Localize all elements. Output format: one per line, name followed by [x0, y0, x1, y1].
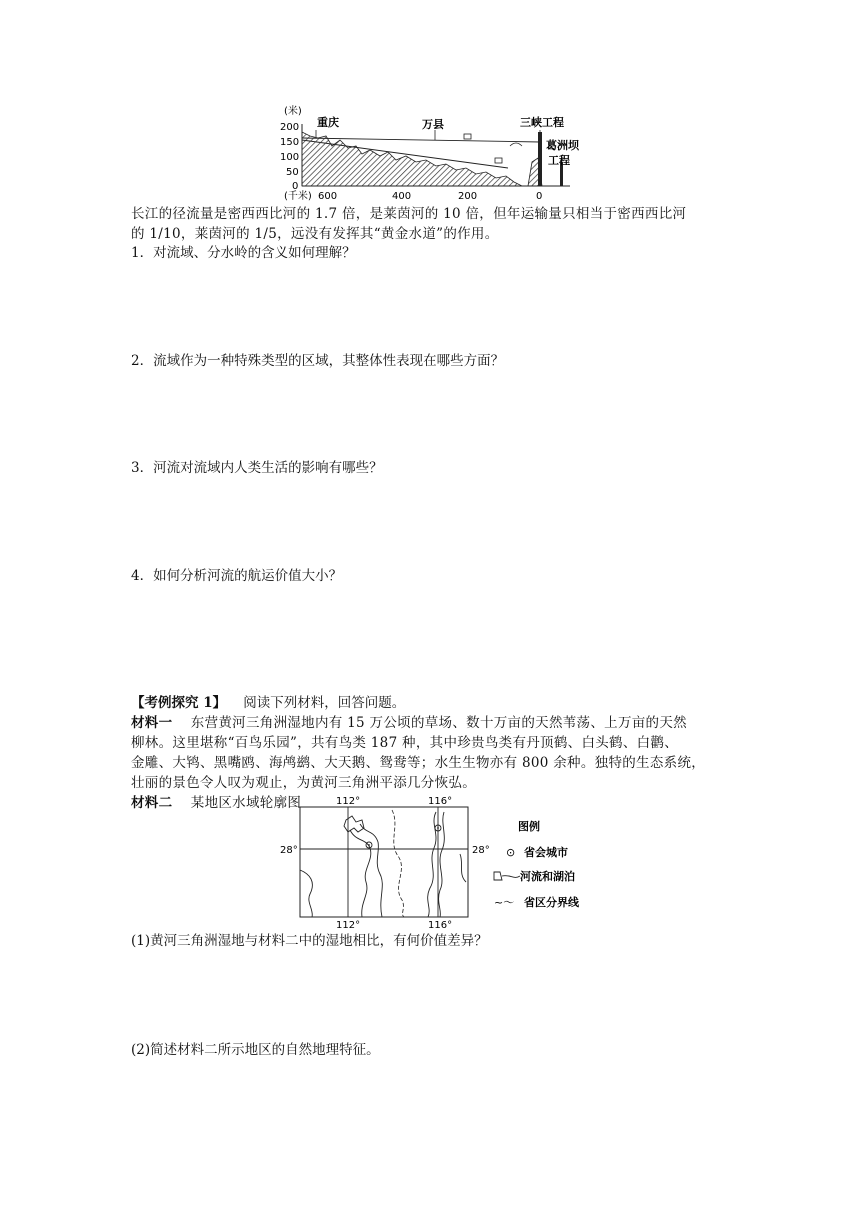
river-west	[350, 830, 371, 917]
material-1-label: 材料一	[131, 715, 173, 731]
legend-river-symbol	[494, 872, 520, 880]
legend-capital-label: 省会城市	[524, 846, 568, 859]
lat-label-left: 28°	[280, 845, 298, 856]
x-tick: 400	[392, 191, 412, 202]
label-wanxian: 万县	[422, 118, 444, 131]
legend-river-label: 河流和湖泊	[520, 870, 575, 883]
question-2: 2．流域作为一种特殊类型的区域，其整体性表现在哪些方面？	[131, 353, 505, 369]
example-instruction: 阅读下列材料，回答问题。	[243, 695, 406, 711]
sub-question-2: (2)简述材料二所示地区的自然地理特征。	[131, 1042, 380, 1058]
legend-border-label: 省区分界线	[524, 896, 579, 909]
material-1-line-2: 柳林。这里堪称“百鸟乐园”，共有鸟类 187 种，其中珍贵鸟类有丹顶鹤、白头鹤、白鹳、	[131, 735, 679, 751]
material-1-line-3: 金雕、大鸨、黑嘴鸥、海鸬鹚、大天鹅、鸳鸯等；水生生物亦有 800 余种。独特的生态系统，	[131, 755, 706, 771]
y-tick: 150	[280, 137, 300, 148]
label-sanxia: 三峡工程	[520, 116, 564, 129]
y-axis-unit: (米)	[284, 106, 302, 117]
y-tick: 50	[286, 167, 299, 178]
y-tick: 200	[280, 122, 300, 133]
legend-border-symbol: ~～	[494, 896, 515, 909]
question-4: 4．如何分析河流的航运价值大小？	[131, 568, 343, 584]
material-1-line-1	[131, 714, 687, 733]
water-outline-map	[270, 790, 600, 935]
legend-capital-symbol: ⊙	[506, 846, 516, 859]
sanxia-dam-mark	[538, 132, 542, 186]
lake-outline	[344, 816, 364, 832]
label-gezhouba: 葛洲坝	[546, 139, 579, 152]
x-tick: 0	[536, 191, 543, 202]
y-tick: 100	[280, 152, 300, 163]
label-gezhouba-2: 工程	[548, 154, 570, 167]
intro-line-1: 长江的径流量是密西西比河的 1.7 倍，是莱茵河的 10 倍，但年运输量只相当于密西西比河	[131, 206, 687, 222]
lon-label-top-left: 112°	[336, 796, 361, 807]
legend-title: 图例	[518, 820, 540, 833]
label-chongqing: 重庆	[317, 116, 339, 129]
x-tick: 200	[458, 191, 478, 202]
yangtze-profile-figure	[270, 102, 600, 202]
material-1-line-4: 壮丽的景色令人叹为观止，为黄河三角洲平添几分恢弘。	[131, 775, 476, 791]
material-2-label: 材料二	[131, 795, 173, 811]
intro-line-2: 的 1/10，莱茵河的 1/5，远没有发挥其“黄金水道”的作用。	[131, 226, 499, 242]
river-east-2	[439, 812, 445, 917]
x-axis-unit: (千米)	[284, 191, 312, 202]
sub-question-1: (1)黄河三角洲湿地与材料二中的湿地相比，有何价值差异？	[131, 933, 488, 949]
province-border	[392, 810, 404, 917]
x-tick: 600	[318, 191, 338, 202]
lon-label-bottom-right: 116°	[428, 920, 453, 931]
lat-label-right: 28°	[472, 845, 490, 856]
material-2-text: 某地区水域轮廓图	[190, 795, 302, 811]
y-tick: 0	[292, 181, 299, 192]
example-header: 【考例探究 1】	[131, 695, 227, 711]
question-1: 1．对流域、分水岭的含义如何理解？	[131, 245, 356, 261]
lon-label-top-right: 116°	[428, 796, 453, 807]
material-1-text-1: 东营黄河三角洲湿地内有 15 万公顷的草场、数十万亩的天然苇荡、上万亩的天然	[190, 715, 687, 731]
question-3: 3．河流对流域内人类生活的影响有哪些？	[131, 460, 383, 476]
lon-label-bottom-left: 112°	[336, 920, 361, 931]
example-heading	[131, 694, 405, 713]
